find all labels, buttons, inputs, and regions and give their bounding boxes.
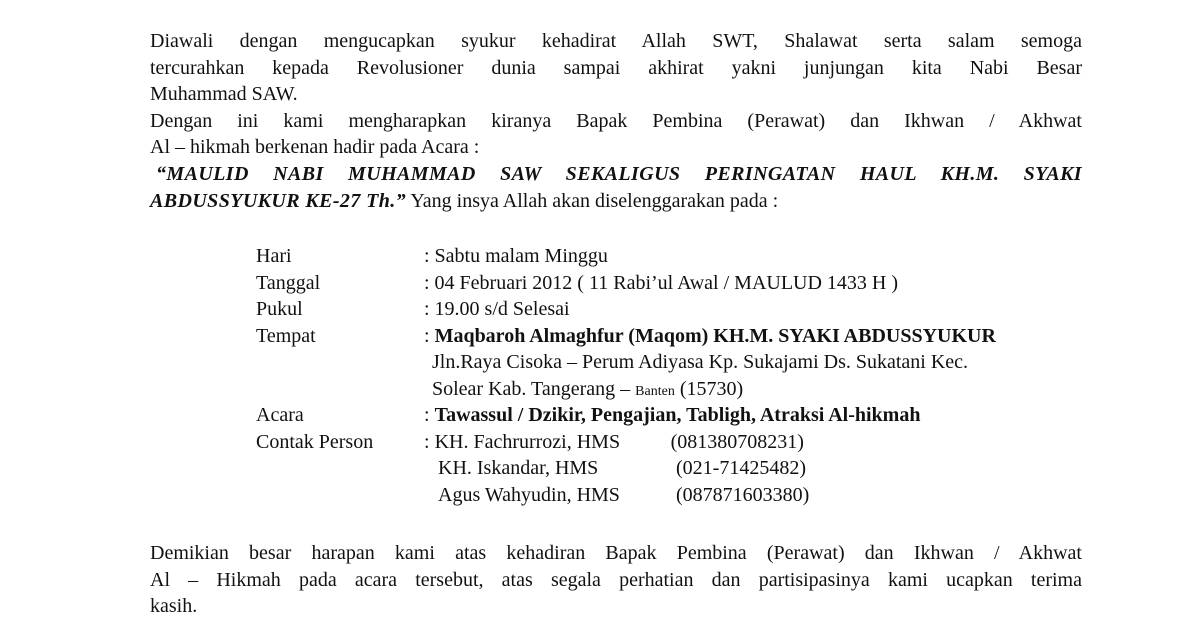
pukul-label: Pukul [256, 298, 303, 320]
address-2-part-c: (15730) [674, 377, 744, 400]
contact-label: Contak Person [256, 430, 374, 453]
event-title-line-2 [150, 188, 1082, 215]
closing-line-1: Demikian besar harapan kami atas kehadiran Bapak Pembina (Perawat) dan Ikhwan / Akhwat [150, 542, 1082, 564]
contact-person-3 [438, 482, 809, 509]
tempat-label: Tempat [256, 324, 316, 347]
tempat-address-2 [432, 376, 743, 406]
tempat-name: Maqbaroh Almaghfur (Maqom) KH.M. SYAKI ABDUSSYUKUR [434, 324, 996, 347]
intro-line-1: Diawali dengan mengucapkan syukur kehadirat Allah SWT, Shalawat serta salam semoga [150, 30, 1082, 52]
hari-label: Hari [256, 245, 292, 267]
intro-line-2: tercurahkan kepada Revolusioner dunia sampai akhirat yakni junjungan kita Nabi Besar [150, 56, 1082, 79]
acara-text: Tawassul / Dzikir, Pengajian, Tabligh, Atraksi Al-hikmah [434, 404, 921, 426]
contact-name-2: KH. Iskandar, HMS [438, 457, 599, 479]
contact-phone-3: (087871603380) [676, 483, 810, 506]
closing-line-3: kasih. [150, 595, 198, 617]
event-title-rest: Yang insya Allah akan diselenggarakan pada : [406, 189, 779, 212]
tempat-address-1: Jln.Raya Cisoka – Perum Adiyasa Kp. Sukajami Ds. Sukatani Kec. [432, 351, 969, 373]
tempat-colon: : [424, 324, 435, 347]
event-title [150, 161, 1082, 214]
tanggal-value: : 04 Februari 2012 ( 11 Rabi’ul Awal / MAULUD 1433 H ) [424, 271, 899, 294]
address-2-part-b: Banten [635, 383, 675, 399]
contact-phone-1: (081380708231) [670, 430, 804, 453]
contact-phone-2: (021-71425482) [676, 457, 806, 479]
contact-name-1: KH. Fachrurrozi, HMS [434, 430, 621, 453]
closing-line-2: Al – Hikmah pada acara tersebut, atas segala perhatian dan partisipasinya kami ucapkan terima [150, 568, 1082, 591]
contact-person-1 [424, 429, 804, 456]
tempat-value [424, 323, 996, 350]
contact-person-2 [438, 455, 806, 482]
acara-value [424, 402, 920, 429]
closing-paragraph [150, 540, 1082, 620]
acara-colon: : [424, 404, 435, 426]
event-title-bold: ABDUSSYUKUR KE-27 Th.” [150, 189, 407, 212]
pukul-value: : 19.00 s/d Selesai [424, 298, 570, 320]
intro-line-3: Muhammad SAW. [150, 83, 298, 105]
hari-value: : Sabtu malam Minggu [424, 245, 608, 267]
event-title-line-1: “MAULID NABI MUHAMMAD SAW SEKALIGUS PERINGATAN HAUL KH.M. SYAKI [156, 163, 1082, 185]
acara-label: Acara [256, 404, 304, 426]
contact-colon: : [424, 430, 435, 453]
intro-line-5: Al – hikmah berkenan hadir pada Acara : [150, 136, 480, 158]
tanggal-label: Tanggal [256, 271, 321, 294]
intro-line-4: Dengan ini kami mengharapkan kiranya Bapak Pembina (Perawat) dan Ikhwan / Akhwat [150, 109, 1082, 132]
address-2-part-a: Solear Kab. Tangerang – [432, 377, 636, 400]
contact-name-3: Agus Wahyudin, HMS [438, 483, 620, 506]
intro-paragraph [150, 28, 1082, 161]
